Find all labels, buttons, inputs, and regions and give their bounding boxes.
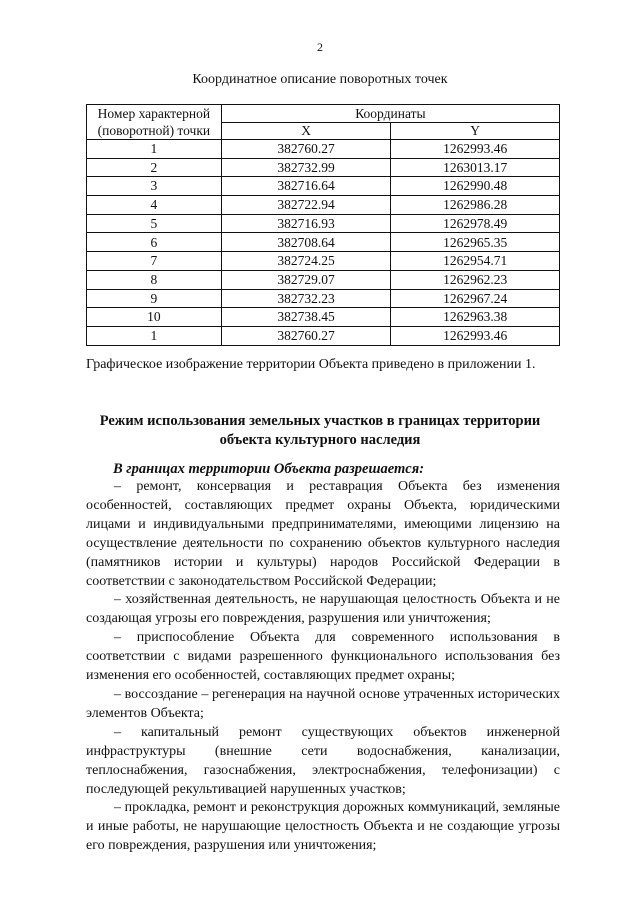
coord-x: 382716.93 xyxy=(221,214,391,233)
table-row xyxy=(87,214,560,233)
point-number: 5 xyxy=(87,214,222,233)
coord-y: 1262993.46 xyxy=(391,326,560,345)
paragraph: – хозяйственная деятельность, не нарушающая целостность Объекта и не создающая угрозы его повреждения, разрушения или уничтожения; xyxy=(86,592,560,627)
coord-y: 1262990.48 xyxy=(391,177,560,196)
body-text xyxy=(86,478,560,856)
coord-y: 1262965.35 xyxy=(391,233,560,252)
coord-x: 382729.07 xyxy=(221,270,391,289)
table-row xyxy=(87,177,560,196)
coord-x: 382722.94 xyxy=(221,196,391,215)
table-row xyxy=(87,252,560,271)
point-number: 1 xyxy=(87,140,222,159)
table-row xyxy=(87,158,560,177)
header-point-number: Номер характерной (поворотной) точки xyxy=(87,105,222,140)
paragraph: – капитальный ремонт существующих объектов инженерной инфраструктуры (внешние сети водоснабжения, канализации, теплоснабжения, газоснабжения, электроснабжения, телефонизации) с последующей рекультивацией нарушенных участков; xyxy=(86,724,560,797)
coord-y: 1262962.23 xyxy=(391,270,560,289)
header-coordinates: Координаты xyxy=(221,105,559,123)
heading-line-1: Режим использования земельных участков в границах территории xyxy=(99,413,541,429)
coord-x: 382716.64 xyxy=(221,177,391,196)
coordinates-table xyxy=(86,104,560,346)
coord-x: 382738.45 xyxy=(221,308,391,327)
table-row xyxy=(87,196,560,215)
table-row xyxy=(87,326,560,345)
graphic-note: Графическое изображение территории Объекта приведено в приложении 1. xyxy=(86,357,536,372)
section-heading xyxy=(0,412,640,450)
coord-y: 1262967.24 xyxy=(391,289,560,308)
subheading: В границах территории Объекта разрешается: xyxy=(113,461,425,477)
point-number: 3 xyxy=(87,177,222,196)
table-row xyxy=(87,289,560,308)
heading-line-2: объекта культурного наследия xyxy=(219,432,421,448)
paragraph: – приспособление Объекта для современного использования в соответствии с видами разрешенного функционального использования без изменения его особенностей, составляющих предмет охраны; xyxy=(86,630,560,684)
coord-y: 1262978.49 xyxy=(391,214,560,233)
point-number: 4 xyxy=(87,196,222,215)
coord-y: 1262954.71 xyxy=(391,252,560,271)
point-number: 9 xyxy=(87,289,222,308)
table-row xyxy=(87,270,560,289)
point-number: 1 xyxy=(87,326,222,345)
point-number: 10 xyxy=(87,308,222,327)
coord-x: 382724.25 xyxy=(221,252,391,271)
coord-y: 1262963.38 xyxy=(391,308,560,327)
point-number: 6 xyxy=(87,233,222,252)
table-row xyxy=(87,308,560,327)
coord-x: 382708.64 xyxy=(221,233,391,252)
point-number: 8 xyxy=(87,270,222,289)
table-row xyxy=(87,140,560,159)
table-row xyxy=(87,233,560,252)
coord-x: 382732.23 xyxy=(221,289,391,308)
table-title: Координатное описание поворотных точек xyxy=(192,72,448,87)
point-number: 7 xyxy=(87,252,222,271)
coord-y: 1262993.46 xyxy=(391,140,560,159)
coord-x: 382760.27 xyxy=(221,326,391,345)
paragraph: – прокладка, ремонт и реконструкция дорожных коммуникаций, земляные и иные работы, не нарушающие целостность Объекта и не создающие угрозы его повреждения, разрушения или уничтожения; xyxy=(86,800,560,854)
paragraph: – воссоздание – регенерация на научной основе утраченных исторических элементов Объекта; xyxy=(86,686,560,721)
header-x: X xyxy=(221,123,391,140)
coord-y: 1263013.17 xyxy=(391,158,560,177)
coord-y: 1262986.28 xyxy=(391,196,560,215)
point-number: 2 xyxy=(87,158,222,177)
page-number: 2 xyxy=(317,40,323,54)
coord-x: 382760.27 xyxy=(221,140,391,159)
header-y: Y xyxy=(391,123,560,140)
paragraph: – ремонт, консервация и реставрация Объекта без изменения особенностей, составляющих предмет охраны Объекта, юридическими лицами и индивидуальными предпринимателями, имеющими лицензию на осуществление деятельности по сохранению объектов культурного наследия (памятников истории и культуры) народов Российской Федерации в соответствии с законодательством Российской Федерации; xyxy=(86,479,560,589)
coord-x: 382732.99 xyxy=(221,158,391,177)
